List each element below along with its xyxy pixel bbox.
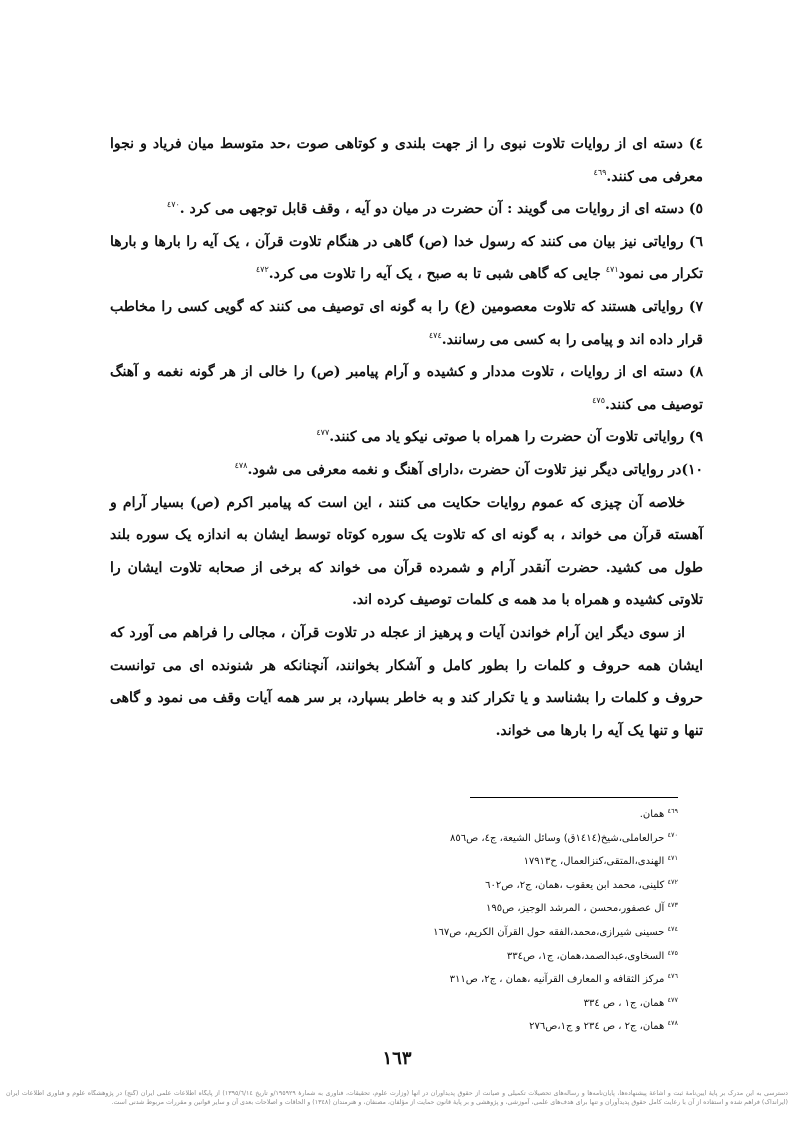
footnote-item: $^{٤٧٦}$ مرکز الثقافه و المعارف القرآنیه ،همان ، ج٢، ص٣١١ <box>449 972 678 986</box>
paragraph-item-9: ٩) روایاتی تلاوت آن حضرت را همراه با صوتی نیکو یاد می کنند.$^{٤٧٧}$ <box>316 428 703 446</box>
footnote-ref[interactable]: ٤٧٠ <box>166 200 180 210</box>
paragraph-item-6: ٦) روایاتی نیز بیان می کنند که رسول خدا (ص) گاهی در هنگام تلاوت قرآن ، یک آیه را بارها و بارها تکرار می نمود$^{٤٧١}$ جایی که گاهی شبی تا به صبح ، یک آیه را تلاوت می کرد.$^{٤٧٢}$ <box>110 233 703 283</box>
footnote-item: $^{٤٧٧}$ همان، ج١ ، ص ٣٣٤ <box>583 995 678 1009</box>
footnote-ref[interactable]: ٤٦٩ <box>593 167 607 177</box>
footnote-item: $^{٤٧٨}$ همان، ج٢ ، ص ٢٣٤ و ج١،ص٢٧٦ <box>529 1019 678 1033</box>
footnote-item: $^{٤٧٠}$ حرالعاملی،شیخ(١٤١٤ق) وسائل الشیعة، ج٤، ص٨٥٦ <box>450 830 678 844</box>
access-disclaimer: دسترسی به این مدرک بر پایهٔ آیین‌نامهٔ ثبت و اشاعهٔ پیشنهاده‌ها، پایان‌نامه‌ها و رساله‌های تحصیلات تکمیلی و صیانت از حقوق پدیدآوران در آنها (وزارت علوم، تحقیقات، فناوری به شمارهٔ ١٩٥٩٢٩/و تاریخ ١٣٩٥/٦/١٤) از پایگاه اطلاعات علمی ایران (گنج) در پژوهشگاه علوم و فناوری اطلاعات ایران (ایرانداک) فراهم شده و استفاده از آن با رعایت کامل حقوق پدیدآوران و تنها برای هدف‌های علمی، آموزشی، و پژوهشی و بر پایهٔ قانون حمایت از مؤلفان، مصنفان، و هنرمندان (١٣٤٨) و الحاقات و اصلاحات بعدی آن و سایر قوانین و مقررات مربوط شدنی است. <box>6 1090 788 1106</box>
footnote-item: $^{٤٧٢}$ کلینی، محمد ابن یعقوب ،همان، ج٢، ص٦٠٢ <box>485 877 678 891</box>
footnotes-list <box>380 803 678 1039</box>
page-number: ١٦٣ <box>382 1048 412 1069</box>
paragraph-item-4: ٤) دسته ای از روایات تلاوت نبوی را از جهت بلندی و کوتاهی صوت ،حد متوسط میان فریاد و نجوا معرفی می کنند.$^{٤٦٩}$ <box>110 136 703 185</box>
paragraph-item-7: ٧) روایاتی هستند که تلاوت معصومین (ع) را به گونه ای توصیف می کنند که گویی کسی را مخاطب قرار داده اند و پیامی را به کسی می رسانند.$^{٤٧٤}$ <box>110 298 703 348</box>
footnote-item: $^{٤٧٣}$ آل عصفور،محسن ، المرشد الوجیز، ص١٩٥ <box>485 901 678 915</box>
paragraph-item-8: ٨) دسته ای از روایات ، تلاوت مددار و کشیده و آرام پیامبر (ص) را خالی از هر گونه نغمه و آهنگ توصیف می کنند.$^{٤٧٥}$ <box>110 364 703 413</box>
footnote-ref[interactable]: ٤٧٨ <box>234 460 248 470</box>
body-text <box>110 128 703 747</box>
footnote-item: $^{٤٧٤}$ حسینی شیرازی،محمد،الفقه حول القرآن الکریم، ص١٦٧ <box>433 924 678 938</box>
footnote-item: $^{٤٧٥}$ السخاوی،عبدالصمد،همان، ج١، ص٣٣٤ <box>506 948 678 962</box>
paragraph-item-5: ٥) دسته ای از روایات می گویند : آن حضرت در میان دو آیه ، وقف قابل توجهی می کرد .$^{٤٧٠}$ <box>166 200 703 218</box>
footnote-ref[interactable]: ٤٧١ <box>605 265 619 275</box>
footnote-divider <box>470 797 678 798</box>
footnote-ref[interactable]: ٤٧٤ <box>428 330 442 340</box>
footnote-item: $^{٤٦٩}$ همان. <box>639 807 678 820</box>
summary-paragraph: خلاصه آن چیزی که عموم روایات حکایت می کنند ، این است که پیامبر اکرم (ص) بسیار آرام و آهسته قرآن می خواند ، به گونه ای که تلاوت یک سوره کوتاه توسط ایشان به اندازه یک سوره بلند طول می کشید. حضرت آنقدر آرام و شمرده قرآن می خواند که برخی از صحابه تلاوت ایشان را تلاوتی کشیده و همراه با مد همه ی کلمات توصیف کرده اند. <box>110 494 703 609</box>
footnote-ref[interactable]: ٤٧٢ <box>255 265 269 275</box>
closing-paragraph: از سوی دیگر این آرام خواندن آیات و پرهیز از عجله در تلاوت قرآن ، مجالی را فراهم می آورد که ایشان همه حروف و کلمات را بطور کامل و آشکار بخوانند، آنچنانکه هر شنونده ای می توانست حروف و کلمات را بشناسد و یا تکرار کند و به خاطر بسپارد، بر سر همه آیات وقف می نمود و گاهی تنها و تنها یک آیه را بارها می خواند. <box>110 624 703 739</box>
footnote-ref[interactable]: ٤٧٧ <box>316 428 330 438</box>
footnote-ref[interactable]: ٤٧٥ <box>592 395 605 405</box>
paragraph-item-10: ١٠)در روایاتی دیگر نیز تلاوت آن حضرت ،دارای آهنگ و نغمه معرفی می شود.$^{٤٧٨}$ <box>234 460 703 478</box>
footnote-item: $^{٤٧١}$ الهندی،المتقی،کنزالعمال، ح١٧٩١٣ <box>523 854 678 868</box>
